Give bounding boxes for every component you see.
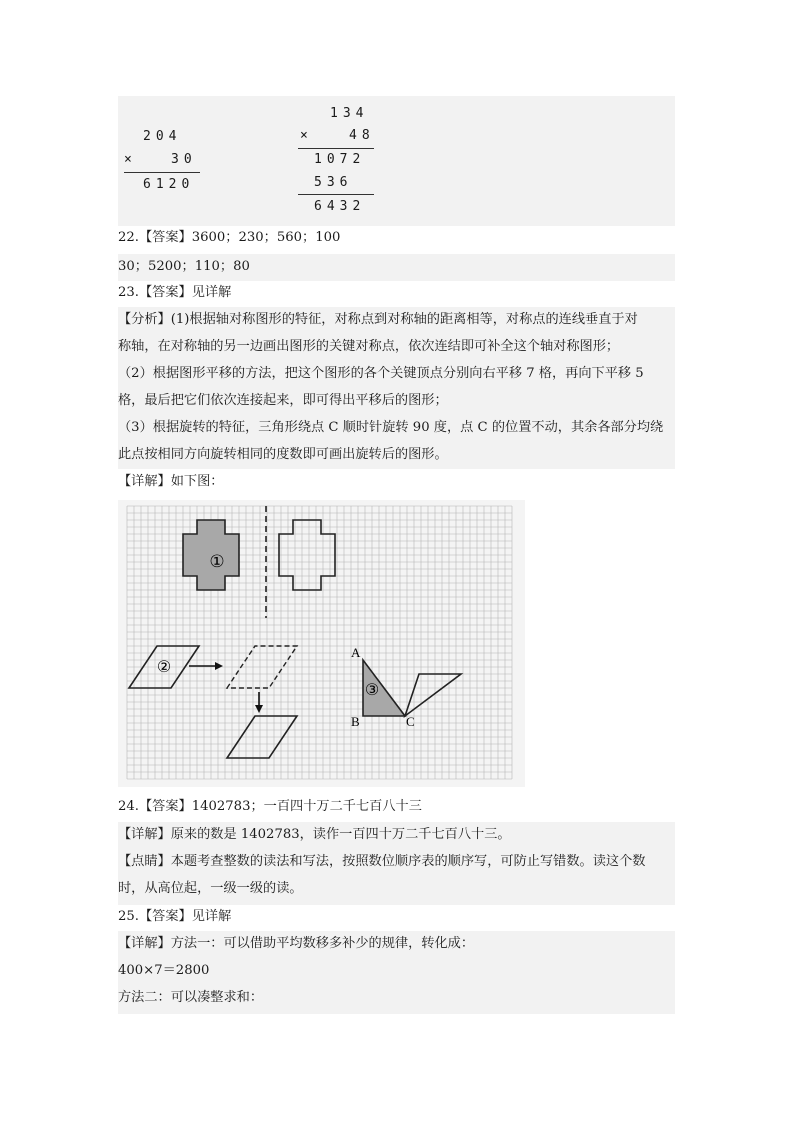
q24-number: 24. <box>118 799 139 814</box>
q24-detail-line <box>118 826 511 844</box>
label-1: ① <box>209 552 225 571</box>
q24-note-line <box>118 853 646 871</box>
q25-answer-tag: 【答案】 <box>138 909 192 924</box>
q25-detail-tag: 【详解】 <box>118 936 171 951</box>
q24-answer-text: 1402783；一百四十万二千七百八十三 <box>191 799 422 814</box>
q22-answer-line2 <box>118 258 250 276</box>
q24-detail-text: 原来的数是 1402783，读作一百四十万二千七百八十三。 <box>170 827 511 842</box>
q25-detail-line <box>118 935 474 953</box>
point-c-label: C <box>406 714 415 729</box>
q23-analysis-tag: 【分析】 <box>118 312 171 327</box>
q23-answer-tag: 【答案】 <box>138 285 192 300</box>
calc2-partial1: 1072 <box>314 152 366 167</box>
q23-analysis-3a: （3）根据旋转的特征，三角形绕点 C 顺时针旋转 90 度，点 C 的位置不动，其余各部分均绕 <box>118 420 664 435</box>
calc2-row1: 134 <box>330 106 369 121</box>
q22-answer-line2-text: 30；5200；110；80 <box>118 259 250 274</box>
q25-answer-line <box>118 908 231 926</box>
calc1-line <box>124 172 200 173</box>
calc2-result: 6432 <box>314 199 366 214</box>
q22-answer-line1: 3600；230；560；100 <box>191 230 341 245</box>
calc2-line2 <box>298 194 374 195</box>
q24-note-a: 本题考查整数的读法和写法，按照数位顺序表的顺序写，可防止写错数。读这个数 <box>170 854 646 869</box>
q23-detail-tag: 【详解】 <box>118 474 171 489</box>
q22-answer-tag: 【答案】 <box>138 230 192 245</box>
q23-detail-text: 如下图： <box>170 474 224 489</box>
calc1-row2: 30 <box>171 152 197 167</box>
q25-detail-text: 方法一：可以借助平均数移多补少的规律，转化成： <box>170 936 475 951</box>
q25-method2: 方法二：可以凑整求和： <box>118 990 264 1005</box>
q23-analysis-band <box>118 307 675 469</box>
q23-analysis-1a <box>118 311 638 329</box>
calc1-row1: 204 <box>143 129 182 144</box>
calc-band <box>118 96 675 226</box>
q23-analysis-2a: （2）根据图形平移的方法，把这个图形的各个关键顶点分别向右平移 7 格，再向下平移 5 <box>118 366 644 381</box>
q24-answer-line <box>118 798 422 816</box>
q23-answer-text: 见详解 <box>191 285 232 300</box>
q23-figure <box>118 500 525 787</box>
q25-number: 25. <box>118 909 139 924</box>
point-a-label: A <box>351 645 361 660</box>
calc2-operator: × <box>300 128 313 143</box>
q23-answer-line <box>118 284 231 302</box>
calc2-line1 <box>298 148 374 149</box>
q23-analysis-2b: 格，最后把它们依次连接起来，即可得出平移后的图形； <box>118 393 448 408</box>
q22-answer-line <box>118 229 340 247</box>
calc2-row2: 48 <box>349 128 375 143</box>
q25-formula: 400×7＝2800 <box>118 963 210 978</box>
calc1-operator: × <box>124 152 137 167</box>
point-b-label: B <box>351 714 360 729</box>
calc2-partial2: 536 <box>314 175 353 190</box>
q23-analysis-3b: 此点按相同方向旋转相同的度数即可画出旋转后的图形。 <box>118 447 448 462</box>
q24-note-tag: 【点睛】 <box>118 854 171 869</box>
q24-answer-tag: 【答案】 <box>138 799 192 814</box>
q23-detail-line <box>118 473 224 491</box>
q22-number: 22. <box>118 230 139 245</box>
q23-analysis-1a-text: (1)根据轴对称图形的特征，对称点到对称轴的距离相等，对称点的连线垂直于对 <box>170 312 638 327</box>
q23-number: 23. <box>118 285 139 300</box>
q24-note-b: 时，从高位起，一级一级的读。 <box>118 881 303 896</box>
label-3: ③ <box>364 682 380 699</box>
calc1-result: 6120 <box>143 177 195 192</box>
label-2: ② <box>156 659 172 676</box>
q25-answer-text: 见详解 <box>191 909 232 924</box>
q23-analysis-1b: 称轴，在对称轴的另一边画出图形的关键对称点，依次连结即可补全这个轴对称图形； <box>118 339 620 354</box>
q24-detail-tag: 【详解】 <box>118 827 171 842</box>
